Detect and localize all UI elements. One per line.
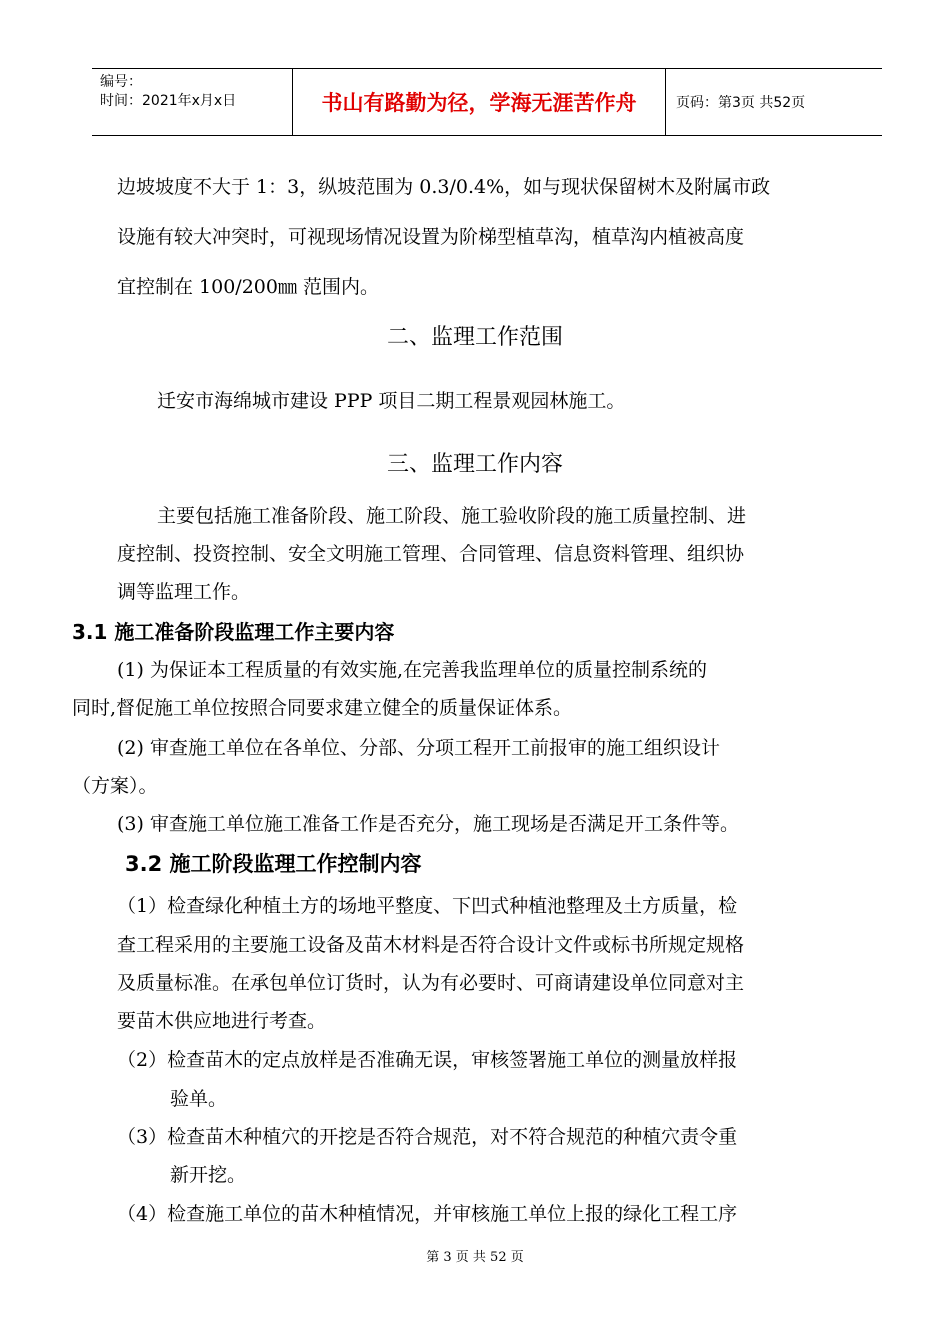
section-paragraph: 迁安市海绵城市建设 PPP 项目二期工程景观园林施工。 [157, 390, 626, 412]
header-meta [100, 73, 290, 111]
code-label: 编号： [100, 74, 142, 90]
intro-line: 边坡坡度不大于 1：3，纵坡范围为 0.3/0.4%，如与现状保留树木及附属市政 [117, 176, 771, 198]
header-divider [665, 69, 666, 135]
list-item: （3）检查苗木种植穴的开挖是否符合规范，对不符合规范的种植穴责令重 [117, 1126, 738, 1148]
intro-line: 宜控制在 100/200㎜ 范围内。 [117, 276, 380, 298]
time-label: 时间：2021年x月x日 [100, 93, 237, 109]
section-title: 二、监理工作范围 [386, 325, 563, 350]
list-item: （2）检查苗木的定点放样是否准确无误，审核签署施工单位的测量放样报 [117, 1049, 738, 1071]
list-item: 及质量标准。在承包单位订货时，认为有必要时、可商请建设单位同意对主 [117, 972, 745, 994]
list-item: 要苗木供应地进行考查。 [117, 1010, 327, 1032]
list-item: 验单。 [170, 1088, 228, 1110]
section-paragraph: 调等监理工作。 [117, 581, 251, 603]
list-item: 查工程采用的主要施工设备及苗木材料是否符合设计文件或标书所规定规格 [117, 934, 745, 956]
list-item: （4）检查施工单位的苗木种植情况，并审核施工单位上报的绿化工程工序 [117, 1203, 738, 1225]
list-item: （1）检查绿化种植土方的场地平整度、下凹式种植池整理及土方质量，检 [117, 895, 738, 917]
section-paragraph: 度控制、投资控制、安全文明施工管理、合同管理、信息资料管理、组织协 [117, 543, 745, 565]
list-item: (2) 审查施工单位在各单位、分部、分项工程开工前报审的施工组织设计 [117, 737, 720, 759]
list-item: 新开挖。 [170, 1164, 247, 1186]
subsection-title: 3.1 施工准备阶段监理工作主要内容 [72, 620, 395, 644]
list-item: (1) 为保证本工程质量的有效实施,在完善我监理单位的质量控制系统的 [117, 659, 707, 681]
header-page-code: 页码：第3页 共52页 [676, 95, 806, 111]
page-footer: 第 3 页 共 52 页 [426, 1250, 524, 1265]
list-item: (3) 审查施工单位施工准备工作是否充分，施工现场是否满足开工条件等。 [117, 813, 739, 835]
intro-line: 设施有较大冲突时，可视现场情况设置为阶梯型植草沟，植草沟内植被高度 [117, 226, 745, 248]
section-title: 三、监理工作内容 [386, 452, 563, 477]
list-item: 同时,督促施工单位按照合同要求建立健全的质量保证体系。 [72, 697, 573, 719]
section-paragraph: 主要包括施工准备阶段、施工阶段、施工验收阶段的施工质量控制、进 [157, 505, 747, 527]
subsection-title: 3.2 施工阶段监理工作控制内容 [125, 852, 422, 876]
page-header [92, 68, 882, 136]
list-item: （方案）。 [72, 775, 158, 797]
header-motto: 书山有路勤为径，学海无涯苦作舟 [321, 91, 637, 115]
